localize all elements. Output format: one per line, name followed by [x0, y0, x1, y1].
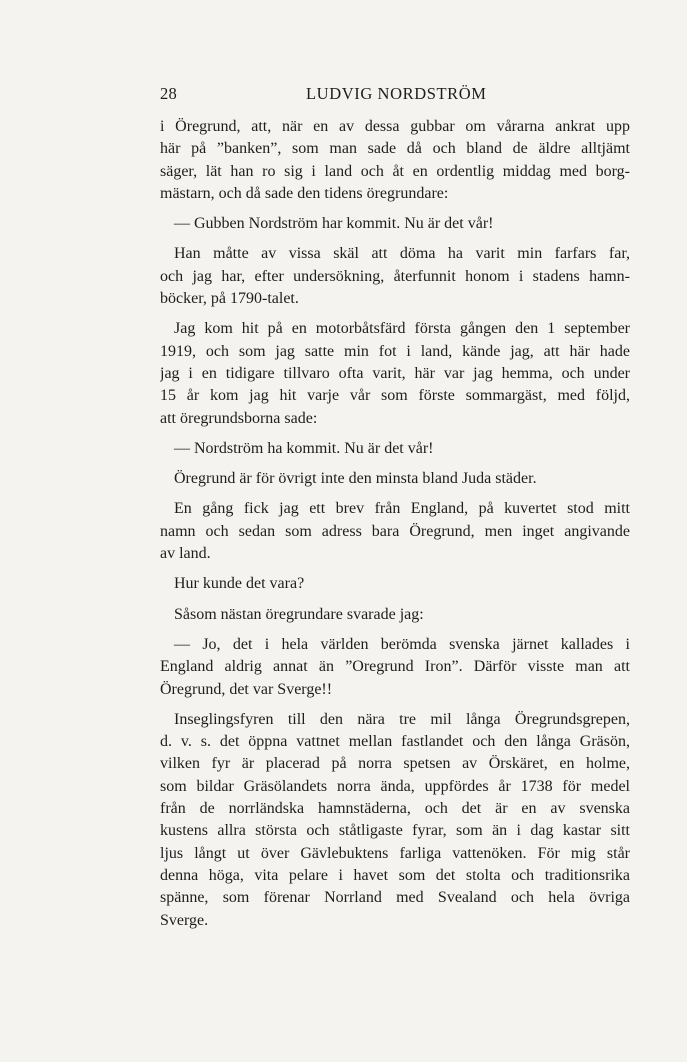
text-line: — Nordström ha kommit. Nu är det vår! — [174, 439, 434, 457]
text-line: att öregrundsborna sade: — [160, 409, 318, 427]
text-line: d. v. s. det öppna vattnet mellan fastlandet och den långa Gräsön, — [160, 733, 630, 751]
body-text — [160, 116, 630, 932]
text-line: Öregrund är för övrigt inte den minsta bland Juda städer. — [174, 470, 537, 488]
text-line: mästarn, och då sade den tidens öregrundare: — [160, 184, 449, 202]
text-line: jag i en tidigare tillvaro ofta varit, här var jag hemma, och under — [160, 364, 630, 382]
text-line: säger, lät han ro sig i land och åt en ordentlig middag med borg- — [160, 162, 630, 180]
text-line: spänne, som förenar Norrland med Svealand och hela övriga — [160, 889, 630, 907]
text-line: i Öregrund, att, när en av dessa gubbar om vårarna ankrat upp — [160, 118, 630, 135]
text-line: böcker, på 1790-talet. — [160, 290, 299, 308]
running-head: LUDVIG NORDSTRÖM — [306, 84, 487, 103]
text-line: Inseglingsfyren till den nära tre mil långa Öregrundsgrepen, — [174, 710, 630, 728]
text-line: 15 år kom jag hit varje vår som förste sommargäst, med följd, — [160, 387, 630, 405]
text-line: från de norrländska hamnstäderna, och det är en av svenska — [160, 800, 630, 818]
text-line: här på ”banken”, som man sade då och bland de äldre alltjämt — [160, 140, 630, 158]
text-line: Han måtte av vissa skäl att döma ha varit min farfars far, — [174, 245, 630, 263]
text-line: Hur kunde det vara? — [174, 575, 305, 593]
text-line: namn och sedan som adress bara Öregrund, men inget angivande — [160, 522, 630, 540]
text-line: Såsom nästan öregrundare svarade jag: — [174, 605, 424, 623]
text-line: En gång fick jag ett brev från England, på kuvertet stod mitt — [174, 500, 630, 518]
text-line: som bildar Gräsölandets norra ända, uppfördes år 1738 för medel — [160, 777, 630, 795]
text-line: Jag kom hit på en motorbåtsfärd första gången den 1 september — [174, 320, 630, 338]
text-line: av land. — [160, 545, 211, 563]
text-line: ljus långt ut över Gävlebuktens farliga vattenöken. För mig står — [160, 844, 630, 862]
page-header — [160, 84, 630, 108]
text-line: — Gubben Nordström har kommit. Nu är det vår! — [174, 215, 494, 233]
text-line: vilken fyr är placerad på norra spetsen av Örskäret, en holme, — [160, 755, 630, 773]
text-line: Sverge. — [160, 911, 209, 929]
text-line: och jag har, efter undersökning, återfunnit honom i stadens hamn- — [160, 267, 630, 285]
page-number: 28 — [160, 84, 177, 103]
text-line: denna höga, vita pelare i havet som det stolta och traditionsrika — [160, 866, 630, 884]
text-line: kustens allra största och ståtligaste fyrar, som än i dag kastar sitt — [160, 822, 630, 840]
text-line: 1919, och som jag satte min fot i land, kände jag, att här hade — [160, 342, 630, 360]
text-line: England aldrig annat än ”Oregrund Iron”. Därför visste man att — [160, 658, 630, 676]
text-line: Öregrund, det var Sverge!! — [160, 680, 333, 698]
text-line: — Jo, det i hela världen berömda svenska järnet kallades i — [174, 635, 630, 653]
